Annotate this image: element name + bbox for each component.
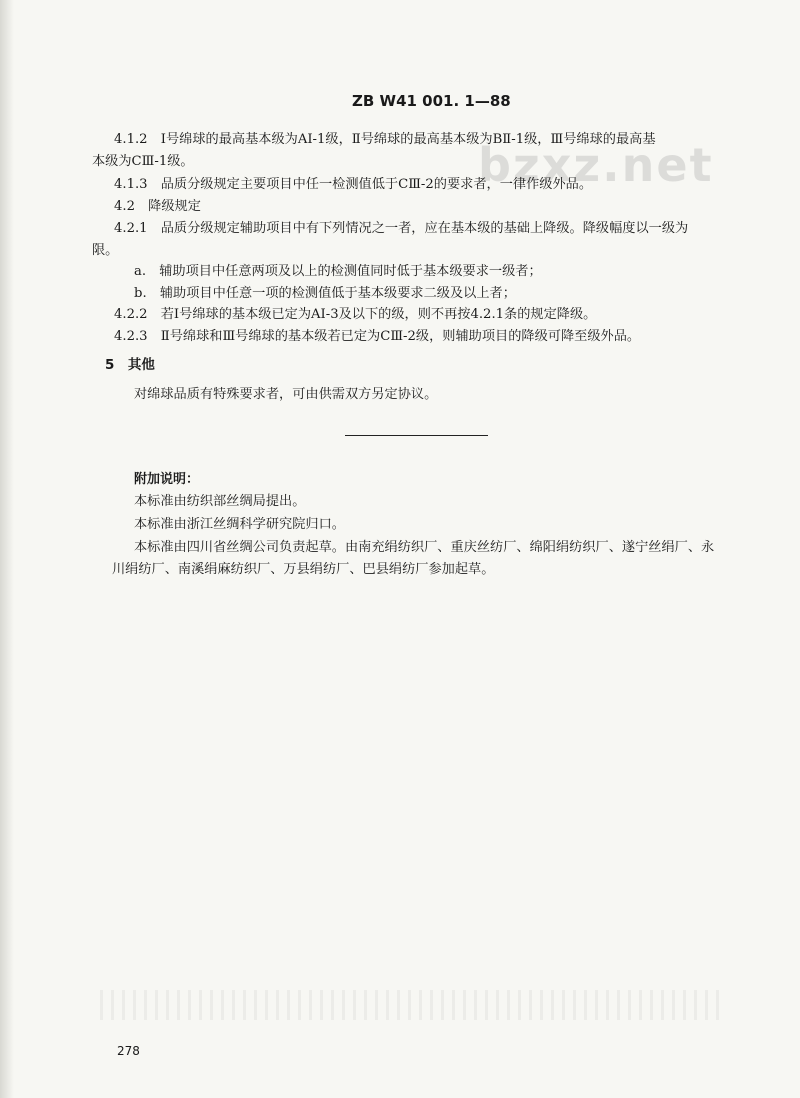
scan-noise (100, 990, 720, 1020)
appendix-line-1: 本标准由纺织部丝绸局提出。 (134, 494, 306, 509)
clause-4-1-2-line-2: 本级为CⅢ-1级。 (92, 154, 194, 169)
section-5-text: 对绵球品质有特殊要求者，可由供需双方另定协议。 (134, 387, 438, 402)
clause-4-1-2-line-1: 4.1.2 Ⅰ号绵球的最高基本级为AⅠ-1级，Ⅱ号绵球的最高基本级为BⅡ-1级，Ⅲ号绵球的最高基 (114, 132, 656, 147)
item-b: b. 辅助项目中任意一项的检测值低于基本级要求二级及以上者； (134, 286, 516, 301)
appendix-line-3: 本标准由四川省丝绸公司负责起草。由南充绢纺织厂、重庆丝纺厂、绵阳绢纺织厂、遂宁丝绢厂、永 (134, 540, 715, 555)
clause-4-2-1-line-2: 限。 (92, 243, 119, 258)
page-number: 278 (117, 1044, 140, 1058)
clause-4-1-3: 4.1.3 品质分级规定主要项目中任一检测值低于CⅢ-2的要求者，一律作级外品。 (114, 177, 593, 192)
clause-4-2-2: 4.2.2 若Ⅰ号绵球的基本级已定为AⅠ-3及以下的级，则不再按4.2.1条的规定降级。 (114, 307, 597, 322)
clause-4-2-3: 4.2.3 Ⅱ号绵球和Ⅲ号绵球的基本级若已定为CⅢ-2级，则辅助项目的降级可降至级外品。 (114, 329, 641, 344)
appendix-line-2: 本标准由浙江丝绸科学研究院归口。 (134, 517, 345, 532)
scan-edge (0, 0, 14, 1098)
appendix-title: 附加说明： (134, 472, 200, 487)
watermark: bzxz.net (478, 138, 714, 192)
item-a: a. 辅助项目中任意两项及以上的检测值同时低于基本级要求一级者； (134, 264, 542, 279)
section-4-2-heading: 4.2 降级规定 (114, 199, 201, 214)
clause-4-2-1-line-1: 4.2.1 品质分级规定辅助项目中有下列情况之一者，应在基本级的基础上降级。降级幅度以一级为 (114, 221, 689, 236)
page-header: ZB W41 001. 1—88 (352, 92, 511, 110)
appendix-line-4: 川绢纺厂、南溪绢麻纺织厂、万县绢纺厂、巴县绢纺厂参加起草。 (112, 562, 495, 577)
section-5-heading: 5 其他 (105, 357, 155, 373)
separator-rule (345, 435, 488, 436)
